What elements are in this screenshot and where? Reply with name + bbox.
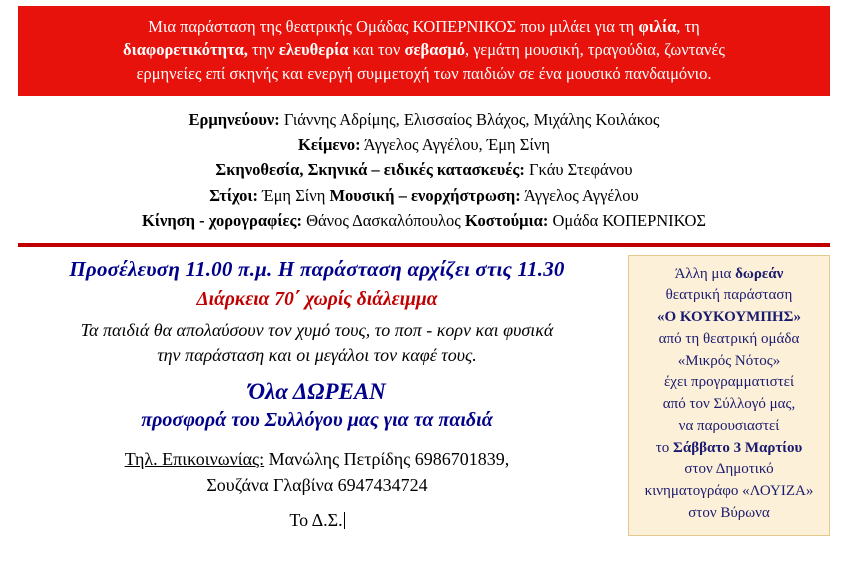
signature-line (18, 510, 616, 531)
duration-text: Διάρκεια 70΄ χωρίς διάλειμμα (196, 288, 438, 310)
banner-line-3: ερμηνείες επί σκηνής και ενεργή συμμετοχή των παιδιών σε ένα μουσικό πανδαιμόνιο. (136, 63, 712, 83)
flyer-page (0, 6, 848, 562)
credits-row-text (18, 132, 830, 157)
side-date-prefix: το (655, 439, 674, 456)
side-line-2: θεατρική παράσταση (665, 287, 793, 304)
contact-line-1 (18, 446, 616, 472)
side-play-title-text: «Ο ΚΟΥΚΟΥΜΠΗΣ» (657, 309, 801, 326)
side-announcement-panel (628, 255, 830, 536)
contact-line-2: Σουζάνα Γλαβίνα 6947434724 (206, 474, 428, 495)
side-venue-name: κινηματογράφο «ΛΟΥΙΖΑ» (644, 483, 814, 500)
credits-row-lyrics-music (18, 183, 830, 208)
side-keyword-dorean: δωρεάν (735, 265, 784, 282)
text-caret (344, 512, 345, 529)
banner-line-2-f: , γεμάτη μουσική, τραγούδια, ζωντανές (465, 40, 725, 60)
signature-text: Το Δ.Σ. (289, 509, 343, 530)
credits-label-text: Κείμενο: (298, 135, 361, 155)
banner-line-2 (32, 38, 816, 61)
side-line-10: στον Δημοτικό (684, 461, 774, 478)
refreshments-note (18, 318, 616, 369)
credits-label-costumes: Κοστούμια: (464, 210, 549, 230)
lower-section (18, 247, 830, 536)
banner-line-1-c: , τη (676, 17, 700, 36)
side-play-title (635, 307, 823, 329)
refreshments-note-line-1: Τα παιδιά θα απολαύσουν τον χυμό τους, το ποπ - κορν και φυσικά (80, 319, 554, 340)
credits-row-direction (18, 157, 830, 182)
banner-line-1-a: Μια παράσταση της θεατρικής Ομάδας ΚΟΠΕΡΝΙΚΟΣ που μιλάει για τη (148, 17, 639, 36)
credits-block (18, 107, 830, 232)
credits-row-choreography-costumes (18, 208, 830, 233)
credits-label-lyrics: Στίχοι: (209, 185, 259, 205)
side-line-1-a: Άλλη μια (674, 265, 736, 282)
side-date-line (635, 438, 823, 460)
credits-label-performers: Ερμηνεύουν: (188, 110, 280, 130)
credits-value-lyrics: Έμη Σίνη (258, 185, 330, 205)
side-line-8: να παρουσιαστεί (678, 417, 780, 434)
banner-keyword-sevasmo: σεβασμό (404, 40, 465, 60)
credits-value-performers: Γιάννης Αδρίμης, Ελισσαίος Βλάχος, Μιχάλης Κοιλάκος (279, 110, 660, 130)
offer-subtitle: προσφορά του Συλλόγου μας για τα παιδιά (141, 408, 493, 431)
side-line-6: έχει προγραμματιστεί (663, 374, 795, 391)
free-entry-heading: Όλα ΔΩΡΕΑΝ (248, 378, 386, 404)
credits-value-costumes: Ομάδα ΚΟΠΕΡΝΙΚΟΣ (548, 210, 706, 230)
side-line-7: από τον Σύλλογό μας, (662, 396, 796, 413)
credits-label-direction: Σκηνοθεσία, Σκηνικά – ειδικές κατασκευές: (215, 160, 525, 180)
contact-name-1: Μανώλης Πετρίδης 6986701839, (264, 448, 510, 469)
credits-value-choreography: Θάνος Δασκαλόπουλος (301, 210, 465, 230)
left-column (18, 255, 628, 536)
banner-line-1 (32, 15, 816, 38)
credits-value-text: Άγγελος Αγγέλου, Έμη Σίνη (360, 135, 550, 155)
banner-line-2-b: την (247, 40, 279, 60)
credits-value-direction: Γκάυ Στεφάνου (524, 160, 633, 180)
contact-label: Τηλ. Επικοινωνίας: (124, 448, 265, 469)
side-line-1 (635, 264, 823, 286)
refreshments-note-line-2: την παράσταση και οι μεγάλοι τον καφέ τους. (157, 345, 477, 366)
banner-line-2-d: και τον (348, 40, 405, 60)
side-date-value: Σάββατο 3 Μαρτίου (673, 439, 803, 456)
credits-value-music: Άγγελος Αγγέλου (520, 185, 639, 205)
credits-label-music: Μουσική – ενορχήστρωση: (329, 185, 521, 205)
side-line-12: στον Βύρωνα (688, 504, 770, 521)
banner-keyword-eleftheria: ελευθερία (278, 40, 349, 60)
contact-block (18, 446, 616, 498)
credits-label-choreography: Κίνηση - χορογραφίες: (142, 210, 302, 230)
banner-keyword-filia: φιλία (638, 17, 677, 36)
side-line-4: από τη θεατρική ομάδα (658, 330, 800, 347)
red-banner (18, 6, 830, 96)
banner-keyword-diaforetikotita: διαφορετικότητα, (123, 40, 248, 60)
arrival-time-text: Προσέλευση 11.00 π.μ. Η παράσταση αρχίζει στις 11.30 (69, 256, 565, 281)
side-group-name: «Μικρός Νότος» (677, 352, 781, 369)
credits-row-performers (18, 107, 830, 132)
